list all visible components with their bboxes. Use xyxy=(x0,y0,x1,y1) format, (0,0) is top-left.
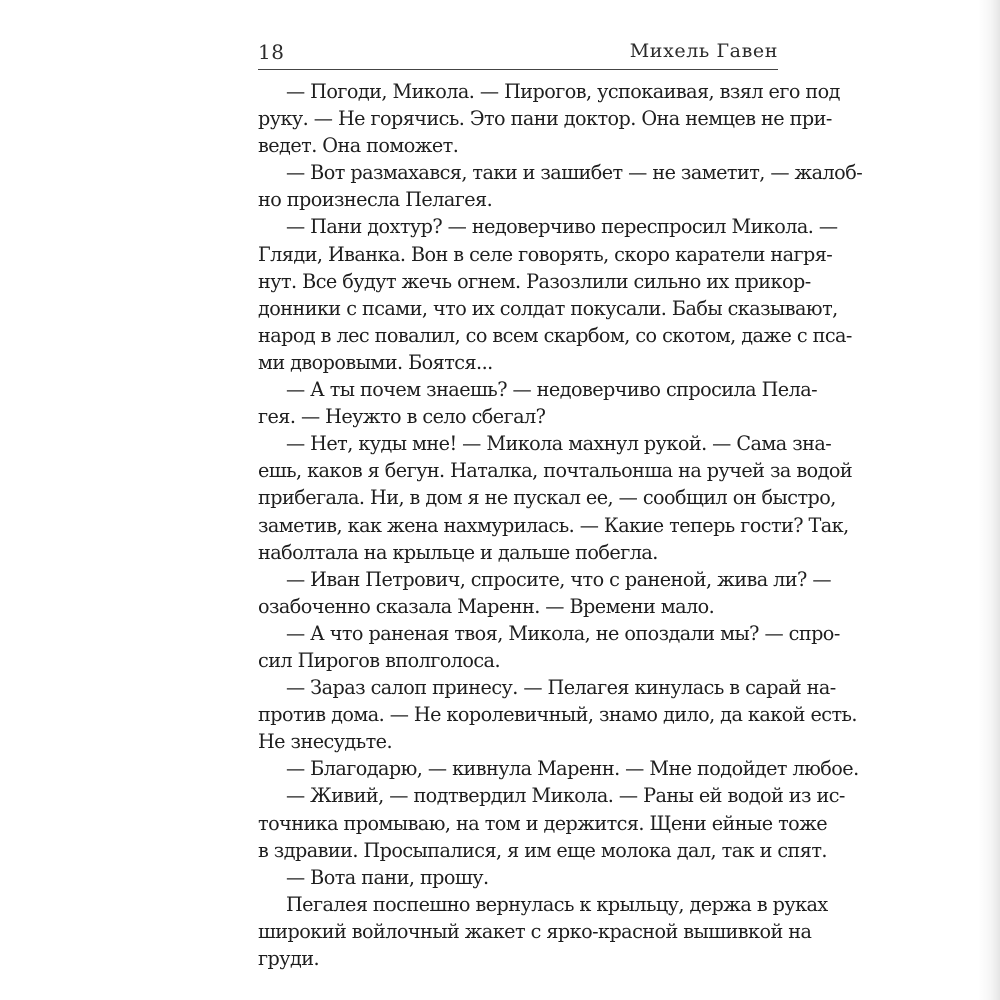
text-line: — Пани дохтур? — недоверчиво переспросил Микола. — xyxy=(286,215,838,239)
text-line: — Живий, — подтвердил Микола. — Раны ей водой из ис- xyxy=(286,784,845,808)
body-text xyxy=(258,78,863,972)
text-line: ми дворовыми. Боятся... xyxy=(258,350,493,374)
text-line: — Иван Петрович, спросите, что с раненой, жива ли? — xyxy=(286,567,831,591)
text-line: но произнесла Пелагея. xyxy=(258,188,493,212)
page-number: 18 xyxy=(258,40,285,64)
text-line: наболтала на крыльце и дальше побегла. xyxy=(258,540,658,564)
text-line: ведет. Она поможет. xyxy=(258,134,459,158)
text-line: — Нет, куды мне! — Микола махнул рукой. — Сама зна- xyxy=(286,432,832,456)
page-edge-shadow xyxy=(978,0,1000,1000)
text-line: — Зараз салоп принесу. — Пелагея кинулась в сарай на- xyxy=(286,676,836,700)
text-line: — Вота пани, прошу. xyxy=(286,865,489,889)
text-line: гея. — Неужто в село сбегал? xyxy=(258,405,546,429)
text-line: — Погоди, Микола. — Пирогов, успокаивая, взял его под xyxy=(286,80,840,103)
text-line: нут. Все будут жечь огнем. Разозлили сильно их прикор- xyxy=(258,269,811,293)
text-line: Пегалея поспешно вернулась к крыльцу, держа в руках xyxy=(286,892,828,916)
text-line: Не знесудьте. xyxy=(258,730,393,754)
author-name: Михель Гавен xyxy=(629,40,778,62)
text-line: против дома. — Не королевичный, знамо дило, да какой есть. xyxy=(258,703,857,727)
text-line: — Вот размахався, таки и зашибет — не заметит, — жалоб- xyxy=(286,161,863,185)
running-head xyxy=(258,34,778,64)
text-line: руку. — Не горячись. Это пани доктор. Она немцев не при- xyxy=(258,107,832,131)
text-line: груди. xyxy=(258,947,320,970)
text-line: — А ты почем знаешь? — недоверчиво спросила Пела- xyxy=(286,378,818,402)
text-line: широкий войлочный жакет с ярко-красной вышивкой на xyxy=(258,919,812,943)
text-line: Гляди, Иванка. Вон в селе говорять, скоро каратели нагря- xyxy=(258,242,833,266)
text-line: озабоченно сказала Маренн. — Времени мало. xyxy=(258,594,715,618)
text-line: сил Пирогов вполголоса. xyxy=(258,648,500,672)
text-line: ешь, каков я бегун. Наталка, почтальонша на ручей за водой xyxy=(258,459,853,483)
text-line: — А что раненая твоя, Микола, не опоздали мы? — спро- xyxy=(286,621,840,645)
text-line: точника промываю, на том и держится. Щени ейные тоже xyxy=(258,811,828,835)
header-rule xyxy=(258,69,778,70)
text-line: заметив, как жена нахмурилась. — Какие теперь гости? Так, xyxy=(258,513,849,537)
text-line: прибегала. Ни, в дом я не пускал ее, — сообщил он быстро, xyxy=(258,486,836,510)
text-line: народ в лес повалил, со всем скарбом, со скотом, даже с пса- xyxy=(258,323,852,347)
text-line: в здравии. Просыпалися, я им еще молока дал, так и спят. xyxy=(258,838,827,862)
text-line: донники с псами, что их солдат покусали. Бабы сказывают, xyxy=(258,296,838,320)
text-line: — Благодарю, — кивнула Маренн. — Мне подойдет любое. xyxy=(286,757,859,781)
